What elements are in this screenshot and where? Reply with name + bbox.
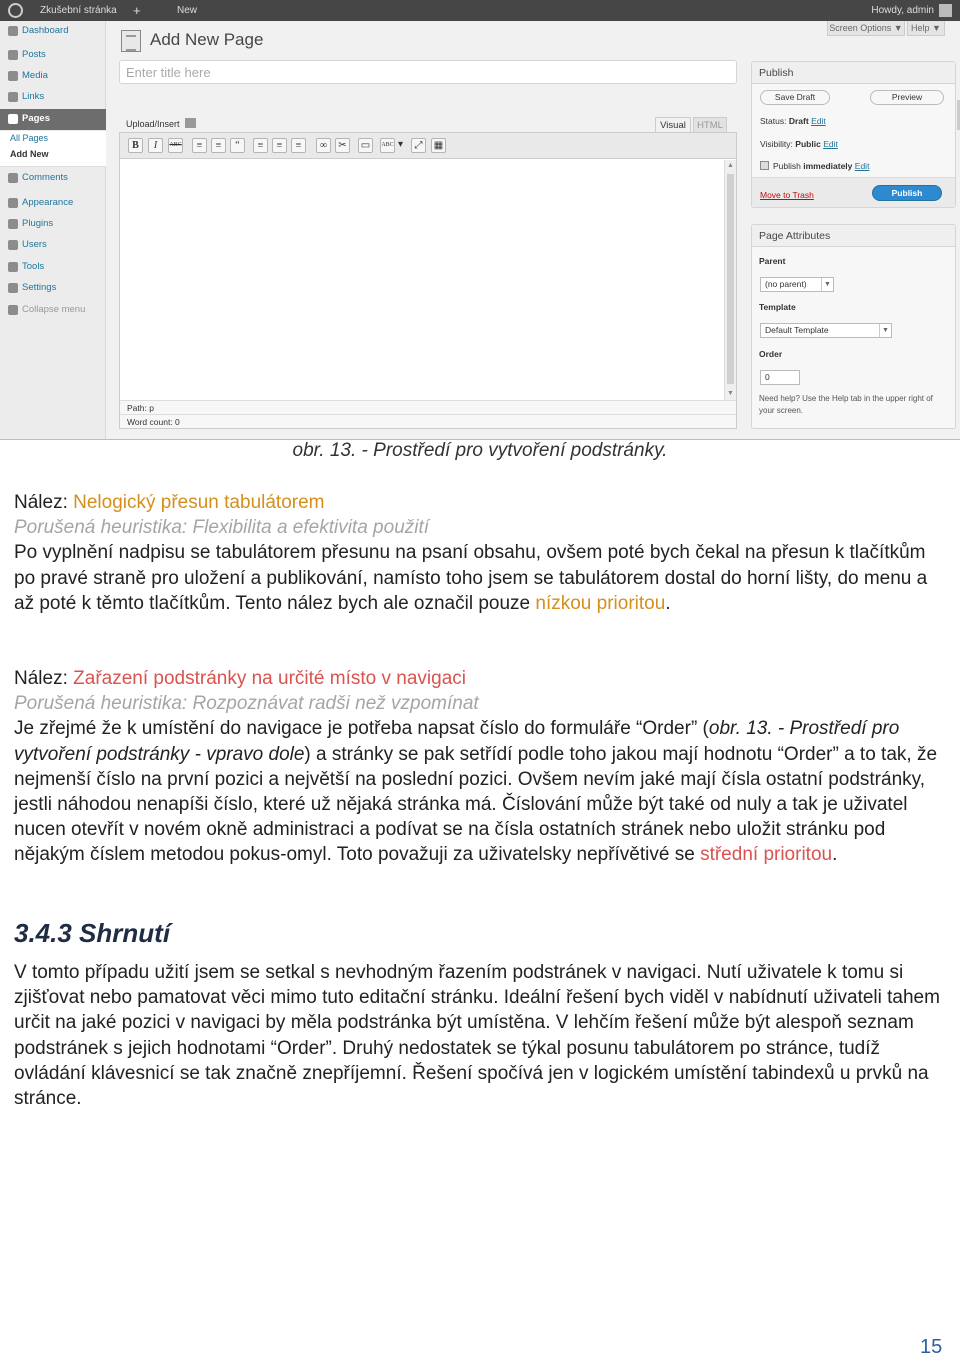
visibility-edit-link[interactable]: Edit <box>823 139 838 149</box>
section-heading: 3.4.3 Shrnutí <box>14 918 171 948</box>
insert-link-button[interactable]: ∞ <box>316 138 331 153</box>
status-label: Status: <box>760 116 787 126</box>
editor-path: Path: p <box>120 400 736 414</box>
align-center-button[interactable]: ≡ <box>272 138 287 153</box>
blockquote-button[interactable]: “ <box>230 138 245 153</box>
sidebar-item-plugins[interactable]: Plugins <box>0 214 106 235</box>
finding-1-header <box>14 490 949 515</box>
numbered-list-button[interactable]: ≡ <box>211 138 226 153</box>
publish-time-edit-link[interactable]: Edit <box>854 161 870 171</box>
publish-box-title: Publish <box>752 62 955 84</box>
dashboard-icon <box>8 26 18 36</box>
status-value: Draft <box>788 116 809 126</box>
sidebar-item-media[interactable]: Media <box>0 66 106 87</box>
italic-button[interactable]: I <box>148 138 163 153</box>
strikethrough-button[interactable]: ABC <box>168 138 183 153</box>
save-draft-button[interactable]: Save Draft <box>760 90 830 105</box>
publish-time-value: immediately <box>803 161 853 171</box>
finding-1-heuristic: Porušená heuristika: Flexibilita a efektivita použití <box>14 517 430 539</box>
bullet-list-button[interactable]: ≡ <box>192 138 207 153</box>
upload-insert-label: Upload/Insert <box>126 119 180 129</box>
wordpress-logo-icon[interactable] <box>8 3 23 18</box>
sidebar-item-comments[interactable]: Comments <box>0 168 106 189</box>
status-row <box>760 116 826 126</box>
sidebar-item-settings[interactable]: Settings <box>0 278 106 299</box>
page-title: Add New Page <box>150 30 264 49</box>
spellcheck-dropdown-icon[interactable]: ▾ <box>397 139 404 150</box>
finding-2-text-b: ) a stránky se pak setřídí podle toho jakou mají hodnotu “Order” a to tak, že nejmenší číslo na první pozici a největší na poslední pozici. Ovšem nevím jaké mají čísla ostatní podstránky, jestli náhodou nenapíši číslo, které už nějaká stránka má. Číslování může být také od nuly a tak je uživatel nucen otevřít v novém okně administraci a podívat se na čísla ostatních stránek nebo uložit stránku pod nějakým číslem metodou pokus-omyl. Toto považuji za uživatelsky nepřívětivé se <box>14 743 938 866</box>
howdy-admin-link[interactable]: Howdy, admin <box>871 5 934 16</box>
finding-1-text: Po vyplnění nadpisu se tabulátorem přesunu na psaní obsahu, ovšem poté bych čekal na přesun k tlačítkům po pravé straně pro uložení a publikování, namísto toho jsem se tabulátorem dostal do horní lišty, do menu a až poté k těmto tlačítkům. Tento nález bych ale označil pouze <box>14 542 928 614</box>
help-button[interactable]: Help ▼ <box>907 21 945 36</box>
finding-1-body <box>14 540 949 616</box>
insert-more-button[interactable]: ▭ <box>358 138 373 153</box>
avatar[interactable] <box>939 4 952 17</box>
scroll-down-icon[interactable]: ▼ <box>727 390 734 397</box>
finding-2-end: . <box>832 844 838 866</box>
pages-icon <box>8 114 18 124</box>
finding-1-priority: nízkou prioritou <box>535 592 666 614</box>
sidebar-item-tools[interactable]: Tools <box>0 257 106 278</box>
kitchen-sink-button[interactable]: ▦ <box>431 138 446 153</box>
fullscreen-button[interactable]: ⤢ <box>411 138 426 153</box>
editor-scrollbar[interactable] <box>724 160 736 400</box>
appearance-icon <box>8 198 18 208</box>
parent-select[interactable] <box>760 277 834 292</box>
site-name-link[interactable]: Zkušební stránka <box>40 5 117 16</box>
new-content-link[interactable]: New <box>177 5 198 16</box>
attributes-help-text: Need help? Use the Help tab in the upper right of your screen. <box>759 394 933 415</box>
content-editor[interactable] <box>119 132 737 429</box>
editor-toolbar <box>120 133 736 159</box>
summary-paragraph: V tomto případu užití jsem se setkal s nevhodným řazením podstránek v navigaci. Nutí uživatele k tomu si zjišťovat nebo pamatovat věci mimo tuto editační stránku. Ideální řešení bych viděl v nabídnutí uživateli tahem určit na jaké pozici v navigaci by měla podstránka být umístěna. V lehčím řešení může být alespoň seznam podstránek s jejich hodnotami “Order”. Druhý nedostatek se týkal posunu tabulátorem po stránce, tudíž ovládání klávesnicí se tak značně znepříjemní. Řešení spočívá jen v logickém umístění tabindexů u prvků na stránce. <box>14 962 940 1110</box>
settings-icon <box>8 283 18 293</box>
finding-2-title: Zařazení podstránky na určité místo v navigaci <box>73 668 466 689</box>
finding-2-header <box>14 666 949 691</box>
publish-time-label: Publish <box>773 161 801 171</box>
finding-2-text-a: Je zřejmé že k umístění do navigace je potřeba napsat číslo do formuláře “Order” ( <box>14 718 709 740</box>
unlink-button[interactable]: ✂ <box>335 138 350 153</box>
publish-box <box>751 61 956 208</box>
finding-2-body <box>14 716 949 867</box>
scroll-up-icon[interactable]: ▲ <box>727 162 734 169</box>
order-label: Order <box>759 349 783 359</box>
calendar-icon <box>760 161 769 170</box>
users-icon <box>8 240 18 250</box>
sidebar-item-users[interactable]: Users <box>0 235 106 256</box>
finding-1-label: Nález: <box>14 492 68 513</box>
scroll-thumb[interactable] <box>727 174 734 384</box>
pin-icon <box>8 50 18 60</box>
align-right-button[interactable]: ≡ <box>291 138 306 153</box>
admin-bar <box>0 0 960 21</box>
editor-body[interactable] <box>120 160 720 400</box>
finding-2-heuristic: Porušená heuristika: Rozpoznávat radši než vzpomínat <box>14 693 479 715</box>
template-select-value: Default Template <box>765 325 829 335</box>
submenu-add-new[interactable]: Add New <box>10 149 49 159</box>
page-icon <box>121 30 141 52</box>
add-media-icon[interactable] <box>185 118 196 128</box>
visibility-row <box>760 139 838 149</box>
move-to-trash-link[interactable]: Move to Trash <box>760 190 814 200</box>
media-icon <box>8 71 18 81</box>
page-number: 15 <box>920 1336 943 1358</box>
title-input[interactable]: Enter title here <box>119 60 737 84</box>
chevron-down-icon: ▼ <box>821 278 833 291</box>
visibility-label: Visibility: <box>760 139 793 149</box>
status-edit-link[interactable]: Edit <box>811 116 826 126</box>
bold-button[interactable]: B <box>128 138 143 153</box>
comments-icon <box>8 173 18 183</box>
page-attributes-title: Page Attributes <box>752 225 955 247</box>
wordpress-screenshot <box>0 0 960 440</box>
spellcheck-button[interactable]: ABC <box>380 138 395 153</box>
finding-2 <box>14 666 949 868</box>
finding-2-label: Nález: <box>14 668 68 689</box>
publish-button[interactable]: Publish <box>872 185 942 201</box>
finding-2-figure-ref: obr. 13. - Prostředí pro vytvoření podstránky - vpravo dole <box>14 718 900 765</box>
publish-time-row <box>773 161 869 171</box>
plus-icon[interactable]: + <box>133 3 141 18</box>
sidebar-item-appearance[interactable]: Appearance <box>0 193 106 214</box>
word-count: Word count: 0 <box>120 414 736 428</box>
finding-1 <box>14 490 949 616</box>
admin-sidebar <box>0 21 106 440</box>
plugins-icon <box>8 219 18 229</box>
sidebar-item-pages[interactable]: Pages <box>0 109 106 130</box>
align-left-button[interactable]: ≡ <box>253 138 268 153</box>
sidebar-item-links[interactable]: Links <box>0 87 106 108</box>
sidebar-collapse-menu[interactable]: Collapse menu <box>0 300 106 321</box>
chevron-down-icon: ▼ <box>879 324 891 337</box>
finding-1-end: . <box>665 592 671 614</box>
publish-actions <box>752 177 955 207</box>
finding-2-priority: střední prioritou <box>700 844 833 866</box>
page-attributes-box <box>751 224 956 429</box>
tools-icon <box>8 262 18 272</box>
preview-button[interactable]: Preview <box>870 90 944 105</box>
sidebar-item-posts[interactable]: Posts <box>0 45 106 66</box>
parent-select-value: (no parent) <box>765 279 807 289</box>
collapse-icon <box>8 305 18 315</box>
tab-visual[interactable]: Visual <box>655 117 691 133</box>
template-select[interactable] <box>760 323 892 338</box>
template-label: Template <box>759 302 796 312</box>
tab-html[interactable]: HTML <box>693 117 727 133</box>
finding-1-title: Nelogický přesun tabulátorem <box>73 492 325 513</box>
sidebar-item-dashboard[interactable]: Dashboard <box>0 21 106 42</box>
visibility-value: Public <box>795 139 821 149</box>
screen-options-button[interactable]: Screen Options ▼ <box>827 21 905 36</box>
parent-label: Parent <box>759 256 786 266</box>
figure-caption: obr. 13. - Prostředí pro vytvoření podstránky. <box>292 440 668 461</box>
order-input[interactable]: 0 <box>760 370 800 385</box>
pages-submenu <box>0 131 106 167</box>
link-icon <box>8 92 18 102</box>
submenu-all-pages[interactable]: All Pages <box>10 133 49 143</box>
